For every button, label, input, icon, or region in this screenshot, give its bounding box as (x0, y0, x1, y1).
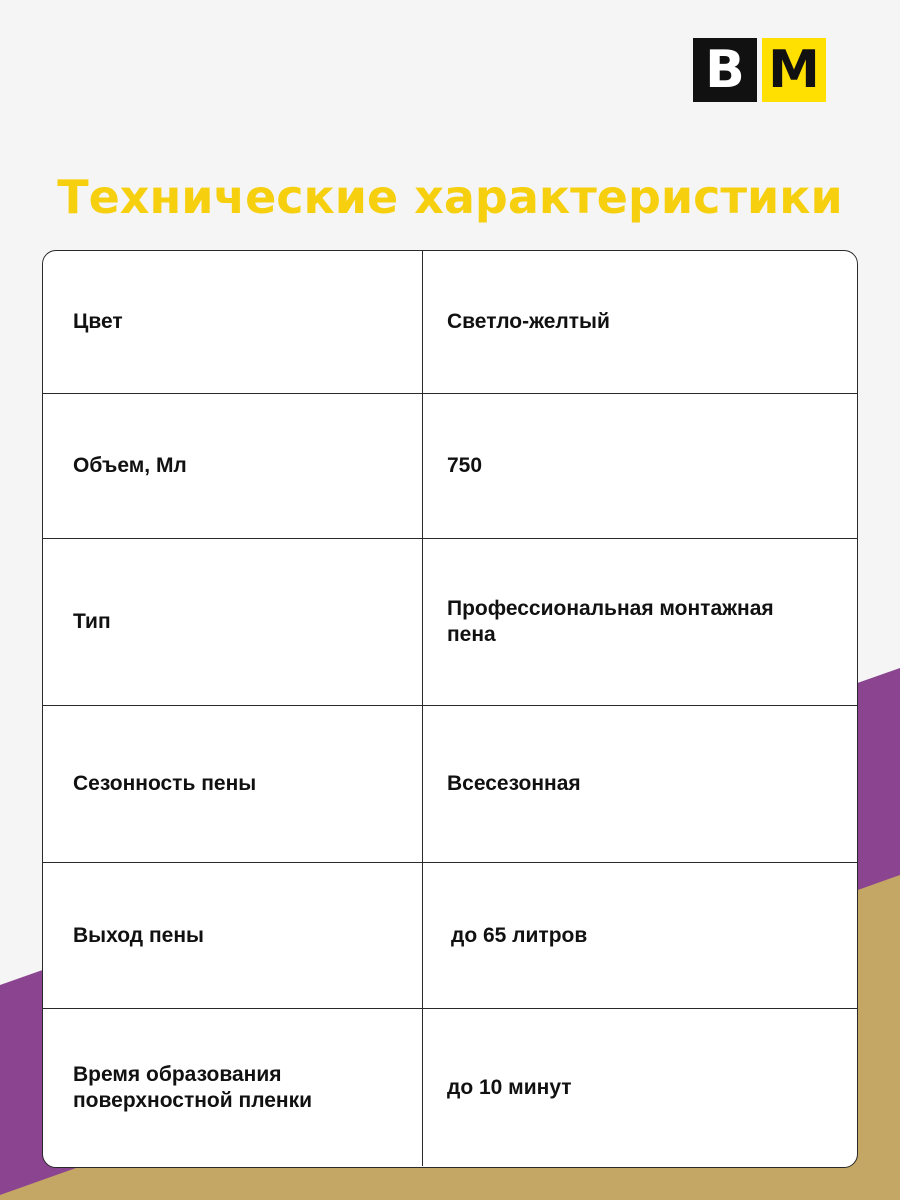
spec-value: до 10 минут (447, 1075, 572, 1099)
spec-value: Светло-желтый (447, 310, 610, 333)
spec-label: Объем, Мл (43, 394, 423, 538)
spec-label: Цвет (43, 251, 423, 393)
spec-value: Всесезонная (447, 772, 581, 795)
spec-label: Время образования поверхностной пленки (43, 1009, 423, 1166)
spec-label: Выход пены (43, 863, 423, 1008)
spec-label: Тип (43, 539, 423, 705)
logo-letter-m: M (762, 38, 826, 102)
logo-letter-b: B (693, 38, 757, 102)
spec-label: Сезонность пены (43, 706, 423, 862)
brand-logo (693, 38, 826, 102)
table-row (43, 394, 857, 539)
page-title: Технические характеристики (57, 170, 843, 224)
table-row (43, 706, 857, 863)
specs-table (42, 250, 858, 1168)
table-row (43, 1009, 857, 1166)
table-row (43, 539, 857, 706)
table-row (43, 863, 857, 1009)
table-row (43, 251, 857, 394)
spec-value: до 65 литров (451, 923, 588, 947)
spec-value: Профессиональная монтажная пена (447, 597, 774, 646)
spec-value: 750 (447, 454, 483, 477)
